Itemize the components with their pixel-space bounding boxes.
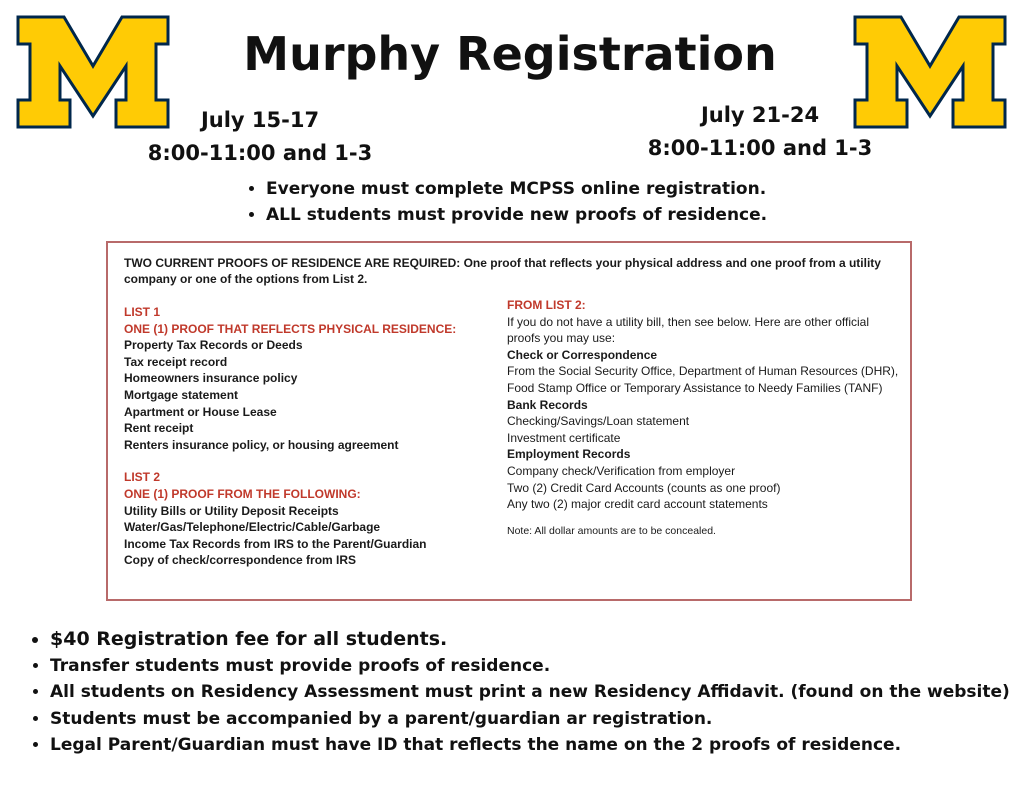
note-text: Note: All dollar amounts are to be concealed. bbox=[507, 524, 716, 537]
registration-dates-right bbox=[620, 99, 900, 165]
date-range: July 15-17 bbox=[200, 108, 320, 132]
time-range: 8:00-11:00 and 1-3 bbox=[147, 141, 373, 165]
list-item: • $40 Registration fee for all students. bbox=[50, 626, 1010, 653]
section-text: From the Social Security Office, Department of Human Resources (DHR), Food Stamp Office or Temporary Assistance to Needy Families (TANF) bbox=[507, 364, 899, 395]
list-item: Income Tax Records from IRS to the Parent/Guardian bbox=[124, 536, 427, 551]
list-item: Water/Gas/Telephone/Electric/Cable/Garbage bbox=[124, 520, 381, 535]
additional-requirements-list bbox=[30, 626, 1010, 759]
list-item: Renters insurance policy, or housing agreement bbox=[124, 437, 399, 452]
list2-subtitle: ONE (1) PROOF FROM THE FOLLOWING: bbox=[124, 486, 361, 501]
list2-title: LIST 2 bbox=[124, 470, 161, 485]
from-list2-title: FROM LIST 2: bbox=[507, 298, 586, 312]
proof-of-residence-box bbox=[106, 241, 912, 601]
section-heading: Check or Correspondence bbox=[507, 347, 658, 362]
list-item: Property Tax Records or Deeds bbox=[124, 338, 303, 353]
from-list2-intro: If you do not have a utility bill, then see below. Here are other official proofs you may use: bbox=[507, 314, 869, 346]
list-item: Homeowners insurance policy bbox=[124, 371, 298, 386]
list-item: Utility Bills or Utility Deposit Receipts bbox=[124, 503, 339, 518]
list-item: • Legal Parent/Guardian must have ID that reflects the name on the 2 proofs of residence. bbox=[50, 732, 1010, 759]
section-text: Any two (2) major credit card account statements bbox=[507, 497, 768, 512]
list-item: Mortgage statement bbox=[124, 387, 239, 402]
requirements-list bbox=[246, 176, 767, 228]
section-text: Company check/Verification from employer bbox=[507, 463, 736, 478]
section-text: Two (2) Credit Card Accounts (counts as one proof) bbox=[507, 480, 781, 495]
list-item: Apartment or House Lease bbox=[124, 404, 277, 419]
proof-header: TWO CURRENT PROOFS OF RESIDENCE ARE REQUIRED: One proof that reflects your physical address and one proof from a utility company or one of the options from List 2. bbox=[124, 256, 881, 286]
list1-title: LIST 1 bbox=[124, 305, 161, 319]
section-text: Investment certificate bbox=[507, 430, 621, 445]
list1-subtitle: ONE (1) PROOF THAT REFLECTS PHYSICAL RESIDENCE: bbox=[124, 321, 457, 336]
section-text: Checking/Savings/Loan statement bbox=[507, 414, 690, 429]
section-heading: Employment Records bbox=[507, 447, 631, 462]
list-item: • All students on Residency Assessment must print a new Residency Affidavit. (found on the website) bbox=[50, 679, 1010, 706]
list-item: • Everyone must complete MCPSS online registration. bbox=[266, 176, 767, 202]
date-range: July 21-24 bbox=[700, 103, 820, 127]
list-item: • Students must be accompanied by a parent/guardian ar registration. bbox=[50, 706, 1010, 733]
from-list2-column bbox=[507, 297, 902, 539]
list-item: Tax receipt record bbox=[124, 354, 228, 369]
list-item: • Transfer students must provide proofs of residence. bbox=[50, 653, 1010, 680]
time-range: 8:00-11:00 and 1-3 bbox=[647, 136, 873, 160]
page-title: Murphy Registration bbox=[243, 27, 777, 81]
registration-dates-left bbox=[120, 104, 400, 170]
list-item: • ALL students must provide new proofs of residence. bbox=[266, 202, 767, 228]
list-item: Copy of check/correspondence from IRS bbox=[124, 553, 357, 568]
section-heading: Bank Records bbox=[507, 397, 588, 412]
proof-lists-column bbox=[124, 304, 504, 569]
list-item: Rent receipt bbox=[124, 421, 194, 436]
